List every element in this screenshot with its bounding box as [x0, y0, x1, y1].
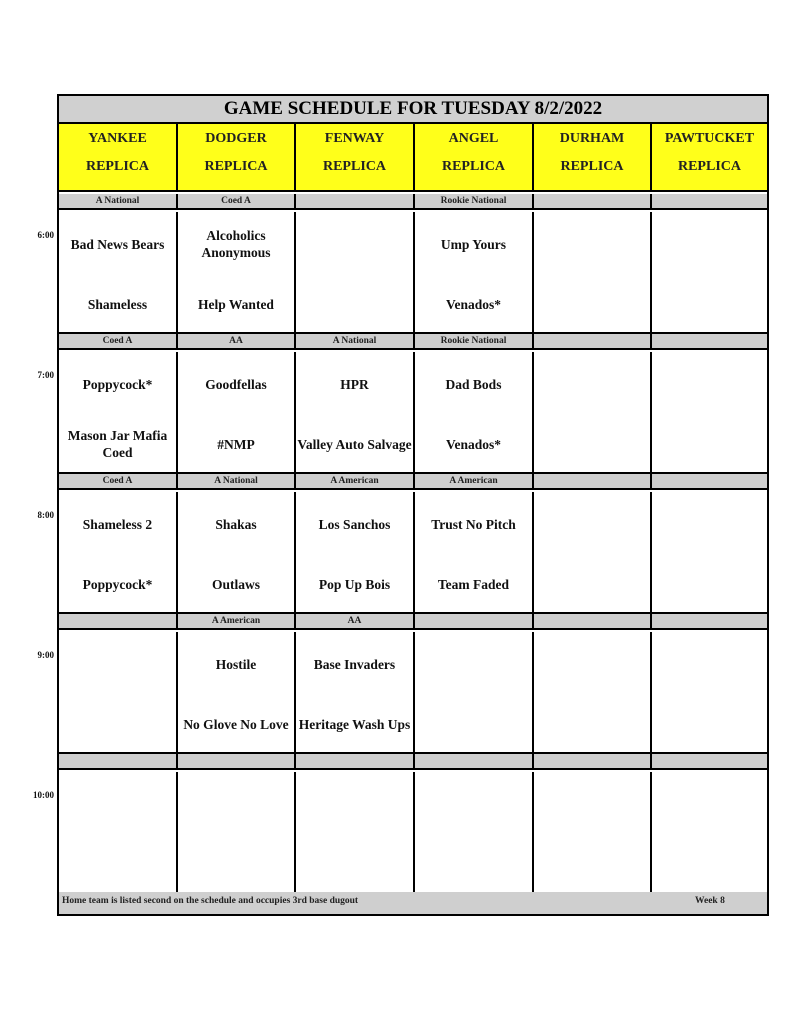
game-cell — [59, 772, 178, 894]
home-team — [178, 844, 294, 884]
division-label: Coed A — [59, 474, 178, 490]
division-label: Rookie National — [415, 334, 534, 350]
field-name: DODGER — [205, 131, 267, 146]
game-cell — [534, 352, 652, 474]
division-label — [415, 754, 534, 770]
home-team — [296, 844, 413, 884]
away-team — [534, 644, 650, 684]
away-team: HPR — [340, 376, 369, 392]
game-cell — [534, 212, 652, 334]
division-label — [296, 194, 415, 210]
division-label: A National — [296, 334, 415, 350]
division-label — [652, 474, 767, 490]
division-label: AA — [296, 614, 415, 630]
home-team: Venados* — [445, 296, 502, 312]
schedule-footer — [59, 892, 767, 914]
division-label — [534, 614, 652, 630]
away-team — [652, 644, 767, 684]
division-label — [296, 754, 415, 770]
division-label: A American — [415, 474, 534, 490]
home-team: Heritage Wash Ups — [298, 716, 411, 732]
away-team — [534, 784, 650, 824]
away-team: Shameless 2 — [82, 516, 153, 532]
home-team: No Glove No Love — [183, 716, 289, 732]
home-team: Pop Up Bois — [318, 576, 391, 592]
field-header — [59, 124, 178, 192]
division-label: Rookie National — [415, 194, 534, 210]
game-cell — [296, 492, 415, 614]
away-team — [652, 364, 767, 404]
game-cell — [178, 352, 296, 474]
time-label: 9:00 — [37, 650, 54, 660]
division-label — [652, 194, 767, 210]
home-team — [534, 284, 650, 324]
schedule-sheet — [57, 94, 769, 916]
home-team — [296, 284, 413, 324]
game-cell — [415, 212, 534, 334]
game-cell — [652, 212, 767, 334]
away-team — [534, 504, 650, 544]
division-label: Coed A — [178, 194, 296, 210]
game-cell — [534, 632, 652, 754]
home-team: #NMP — [217, 436, 255, 452]
away-team: Dad Bods — [445, 376, 502, 392]
game-cell — [652, 632, 767, 754]
away-team: Hostile — [215, 656, 257, 672]
home-team: Mason Jar Mafia Coed — [67, 428, 168, 460]
home-team — [415, 844, 532, 884]
division-label — [652, 614, 767, 630]
field-name: DURHAM — [559, 131, 625, 146]
field-header — [652, 124, 767, 192]
away-team: Poppycock* — [82, 376, 153, 392]
away-team — [652, 224, 767, 264]
away-team — [415, 784, 532, 824]
away-team — [652, 504, 767, 544]
field-name: PAWTUCKET — [664, 131, 755, 146]
week-label: Week 8 — [695, 896, 725, 906]
game-cell — [296, 212, 415, 334]
home-team: Outlaws — [211, 576, 260, 592]
division-label — [534, 474, 652, 490]
away-team: Shakas — [215, 516, 257, 532]
division-label: Coed A — [59, 334, 178, 350]
home-team — [652, 704, 767, 744]
division-label — [415, 614, 534, 630]
field-subtitle: REPLICA — [204, 159, 268, 174]
game-cell — [59, 212, 178, 334]
field-header — [296, 124, 415, 192]
field-subtitle: REPLICA — [322, 159, 386, 174]
field-subtitle: REPLICA — [85, 159, 149, 174]
game-cell — [652, 492, 767, 614]
away-team — [534, 224, 650, 264]
game-cell — [178, 212, 296, 334]
game-cell — [59, 492, 178, 614]
home-team — [534, 844, 650, 884]
field-subtitle: REPLICA — [560, 159, 624, 174]
home-team — [652, 844, 767, 884]
home-team — [59, 844, 176, 884]
field-header — [534, 124, 652, 192]
home-team — [534, 704, 650, 744]
home-team — [652, 564, 767, 604]
time-label: 10:00 — [33, 790, 54, 800]
home-team — [415, 704, 532, 744]
away-team: Bad News Bears — [70, 236, 165, 252]
field-name: FENWAY — [324, 131, 385, 146]
away-team: Alcoholics Anonymous — [201, 228, 271, 260]
home-team: Valley Auto Salvage — [297, 436, 412, 452]
game-cell — [534, 772, 652, 894]
game-cell — [296, 352, 415, 474]
division-label: AA — [178, 334, 296, 350]
away-team: Base Invaders — [313, 656, 396, 672]
home-team — [652, 284, 767, 324]
home-team: Shameless — [87, 296, 148, 312]
game-cell — [415, 352, 534, 474]
division-label — [178, 754, 296, 770]
away-team — [59, 644, 176, 684]
away-team: Goodfellas — [205, 376, 267, 392]
away-team — [415, 644, 532, 684]
game-cell — [534, 492, 652, 614]
field-header — [415, 124, 534, 192]
footer-note: Home team is listed second on the schedule and occupies 3rd base dugout — [62, 896, 359, 906]
time-label: 8:00 — [37, 510, 54, 520]
home-team: Poppycock* — [82, 576, 153, 592]
away-team — [59, 784, 176, 824]
game-cell — [415, 632, 534, 754]
home-team — [534, 424, 650, 464]
division-label — [534, 754, 652, 770]
division-label — [652, 754, 767, 770]
schedule-title: GAME SCHEDULE FOR TUESDAY 8/2/2022 — [59, 96, 767, 124]
division-label — [59, 614, 178, 630]
away-team: Trust No Pitch — [431, 516, 516, 532]
division-label — [59, 754, 178, 770]
away-team — [296, 784, 413, 824]
field-subtitle: REPLICA — [441, 159, 505, 174]
field-header — [178, 124, 296, 192]
game-cell — [296, 772, 415, 894]
field-name: YANKEE — [88, 131, 147, 146]
division-label — [534, 334, 652, 350]
division-label: A American — [178, 614, 296, 630]
field-name: ANGEL — [448, 131, 499, 146]
time-label: 6:00 — [37, 230, 54, 240]
away-team — [178, 784, 294, 824]
division-label — [534, 194, 652, 210]
home-team — [534, 564, 650, 604]
game-cell — [415, 492, 534, 614]
home-team: Venados* — [445, 436, 502, 452]
home-team: Team Faded — [437, 576, 510, 592]
game-cell — [59, 632, 178, 754]
home-team — [59, 704, 176, 744]
home-team — [652, 424, 767, 464]
game-cell — [178, 492, 296, 614]
away-team — [296, 224, 413, 264]
division-label: A National — [178, 474, 296, 490]
away-team — [652, 784, 767, 824]
division-label — [652, 334, 767, 350]
away-team — [534, 364, 650, 404]
game-cell — [178, 772, 296, 894]
game-cell — [59, 352, 178, 474]
division-label: A National — [59, 194, 178, 210]
away-team: Ump Yours — [440, 236, 507, 252]
game-cell — [652, 772, 767, 894]
time-label: 7:00 — [37, 370, 54, 380]
field-subtitle: REPLICA — [677, 159, 741, 174]
game-cell — [296, 632, 415, 754]
division-label: A American — [296, 474, 415, 490]
game-cell — [415, 772, 534, 894]
game-cell — [178, 632, 296, 754]
game-cell — [652, 352, 767, 474]
home-team: Help Wanted — [198, 296, 274, 312]
away-team: Los Sanchos — [318, 516, 391, 532]
